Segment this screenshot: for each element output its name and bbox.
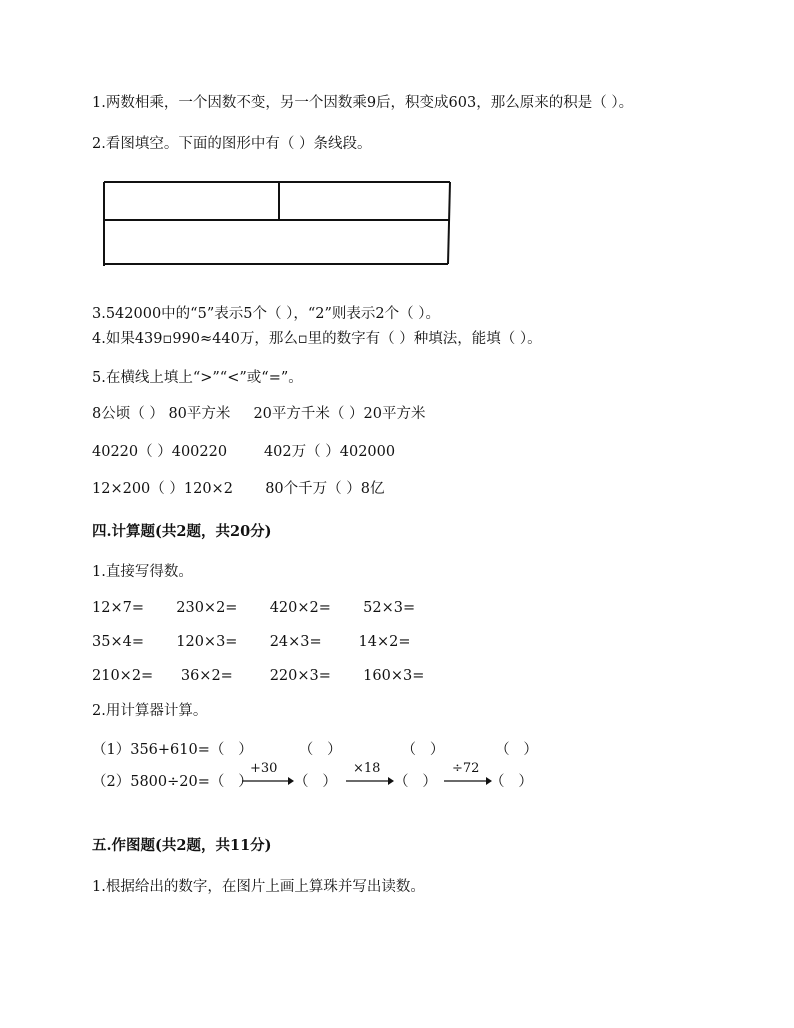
question-4: 4.如果439▫990≈440万，那么▫里的数字有（ ）种填法，能填（ ）。 [92, 331, 542, 347]
figure-right-line [448, 182, 450, 264]
calculator-line-1: （1）356+610=（ ） （ ） （ ） （ ） [92, 742, 538, 758]
op-label-plus30: +30 [250, 761, 278, 776]
op-label-times18: ×18 [353, 761, 381, 776]
compare-row-2: 40220（ ）400220 402万（ ）402000 [92, 444, 396, 460]
section-4-sub-2: 2.用计算器计算。 [92, 703, 208, 719]
calculator-line-2-start: （2）5800÷20=（ ） [92, 774, 253, 790]
section-4-sub-1: 1.直接写得数。 [92, 564, 193, 580]
calc-row-3: 210×2= 36×2= 220×3= 160×3= [92, 668, 425, 684]
calc-row-2: 35×4= 120×3= 24×3= 14×2= [92, 634, 411, 650]
compare-row-3: 12×200（ ）120×2 80个千万（ ）8亿 [92, 481, 385, 497]
compare-row-1: 8公顷（ ） 80平方米 20平方千米（ ）20平方米 [92, 406, 426, 422]
op-label-divide72: ÷72 [452, 761, 480, 776]
section-4-heading: 四.计算题(共2题，共20分) [92, 523, 272, 540]
arrow-icon [346, 775, 394, 787]
question-2: 2.看图填空。下面的图形中有（ ）条线段。 [92, 136, 372, 152]
arrow-icon [242, 775, 294, 787]
calc-row-1: 12×7= 230×2= 420×2= 52×3= [92, 600, 416, 616]
arrow-icon [444, 775, 492, 787]
section-5-sub-1: 1.根据给出的数字，在图片上画上算珠并写出读数。 [92, 879, 425, 895]
blank-2a: （ ） [294, 774, 337, 790]
line-segment-figure [103, 180, 453, 268]
question-1: 1.两数相乘，一个因数不变，另一个因数乘9后，积变成603，那么原来的积是（ ）。 [92, 95, 634, 111]
blank-2b: （ ） [394, 774, 437, 790]
question-5: 5.在横线上填上“>”“<”或“=”。 [92, 370, 303, 386]
blank-2c: （ ） [490, 774, 533, 790]
section-5-heading: 五.作图题(共2题，共11分) [92, 837, 272, 854]
question-3: 3.542000中的“5”表示5个（ ），“2”则表示2个（ ）。 [92, 306, 440, 322]
